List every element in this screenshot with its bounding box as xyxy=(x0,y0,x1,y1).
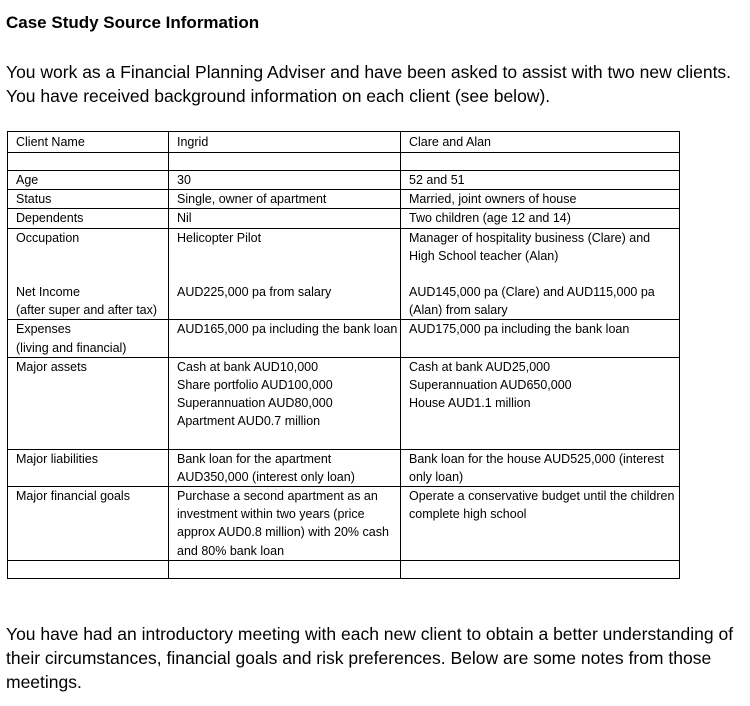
label-major-financial-goals: Major financial goals xyxy=(8,487,169,561)
label-occupation: Occupation xyxy=(8,228,169,265)
label-dependents: Dependents xyxy=(8,209,169,228)
row-major-liabilities xyxy=(8,449,680,486)
row-age xyxy=(8,171,680,190)
row-major-assets xyxy=(8,357,680,430)
client2-net-income: AUD145,000 pa (Clare) and AUD115,000 pa (Alan) from salary xyxy=(401,283,680,320)
label-age: Age xyxy=(8,171,169,190)
client1-net-income: AUD225,000 pa from salary xyxy=(169,283,401,320)
label-major-assets: Major assets xyxy=(8,357,169,430)
row-occupation xyxy=(8,228,680,265)
client1-occupation: Helicopter Pilot xyxy=(169,228,401,265)
client1-major-financial-goals: Purchase a second apartment as an investment within two years (price approx AUD0.8 million) with 20% cash and 80% bank loan xyxy=(169,487,401,561)
intro-paragraph: You work as a Financial Planning Adviser and have been asked to assist with two new clients. You have received background information on each client (see below). xyxy=(6,62,732,106)
row-status xyxy=(8,190,680,209)
header-client-1: Ingrid xyxy=(169,132,401,153)
client2-status: Married, joint owners of house xyxy=(401,190,680,209)
client2-major-financial-goals: Operate a conservative budget until the children complete high school xyxy=(401,487,680,561)
row-dependents xyxy=(8,209,680,228)
client2-major-liabilities: Bank loan for the house AUD525,000 (interest only loan) xyxy=(401,449,680,486)
label-expenses: Expenses (living and financial) xyxy=(8,320,169,357)
client2-expenses: AUD175,000 pa including the bank loan xyxy=(401,320,680,357)
label-major-liabilities: Major liabilities xyxy=(8,449,169,486)
client1-major-liabilities: Bank loan for the apartment AUD350,000 (interest only loan) xyxy=(169,449,401,486)
client-info-table xyxy=(7,131,680,579)
client1-age: 30 xyxy=(169,171,401,190)
client1-status: Single, owner of apartment xyxy=(169,190,401,209)
client2-dependents: Two children (age 12 and 14) xyxy=(401,209,680,228)
spacer-row xyxy=(8,431,680,450)
table-header-row xyxy=(8,132,680,153)
row-net-income xyxy=(8,283,680,320)
label-net-income: Net Income (after super and after tax) xyxy=(8,283,169,320)
client1-dependents: Nil xyxy=(169,209,401,228)
blank-row xyxy=(8,153,680,171)
client2-age: 52 and 51 xyxy=(401,171,680,190)
document-title: Case Study Source Information xyxy=(6,13,260,32)
header-client-2: Clare and Alan xyxy=(401,132,680,153)
row-expenses xyxy=(8,320,680,357)
header-client-name: Client Name xyxy=(8,132,169,153)
client2-occupation: Manager of hospitality business (Clare) and High School teacher (Alan) xyxy=(401,228,680,265)
row-major-financial-goals xyxy=(8,487,680,561)
client1-major-assets: Cash at bank AUD10,000 Share portfolio AUD100,000 Superannuation AUD80,000 Apartment AUD0.7 million xyxy=(169,357,401,430)
client1-expenses: AUD165,000 pa including the bank loan xyxy=(169,320,401,357)
label-status: Status xyxy=(8,190,169,209)
outro-paragraph: You have had an introductory meeting with each new client to obtain a better understanding of their circumstances, financial goals and risk preferences. Below are some notes from those meetings. xyxy=(6,624,734,692)
spacer-row xyxy=(8,265,680,283)
blank-row xyxy=(8,560,680,578)
client2-major-assets: Cash at bank AUD25,000 Superannuation AUD650,000 House AUD1.1 million xyxy=(401,357,680,430)
